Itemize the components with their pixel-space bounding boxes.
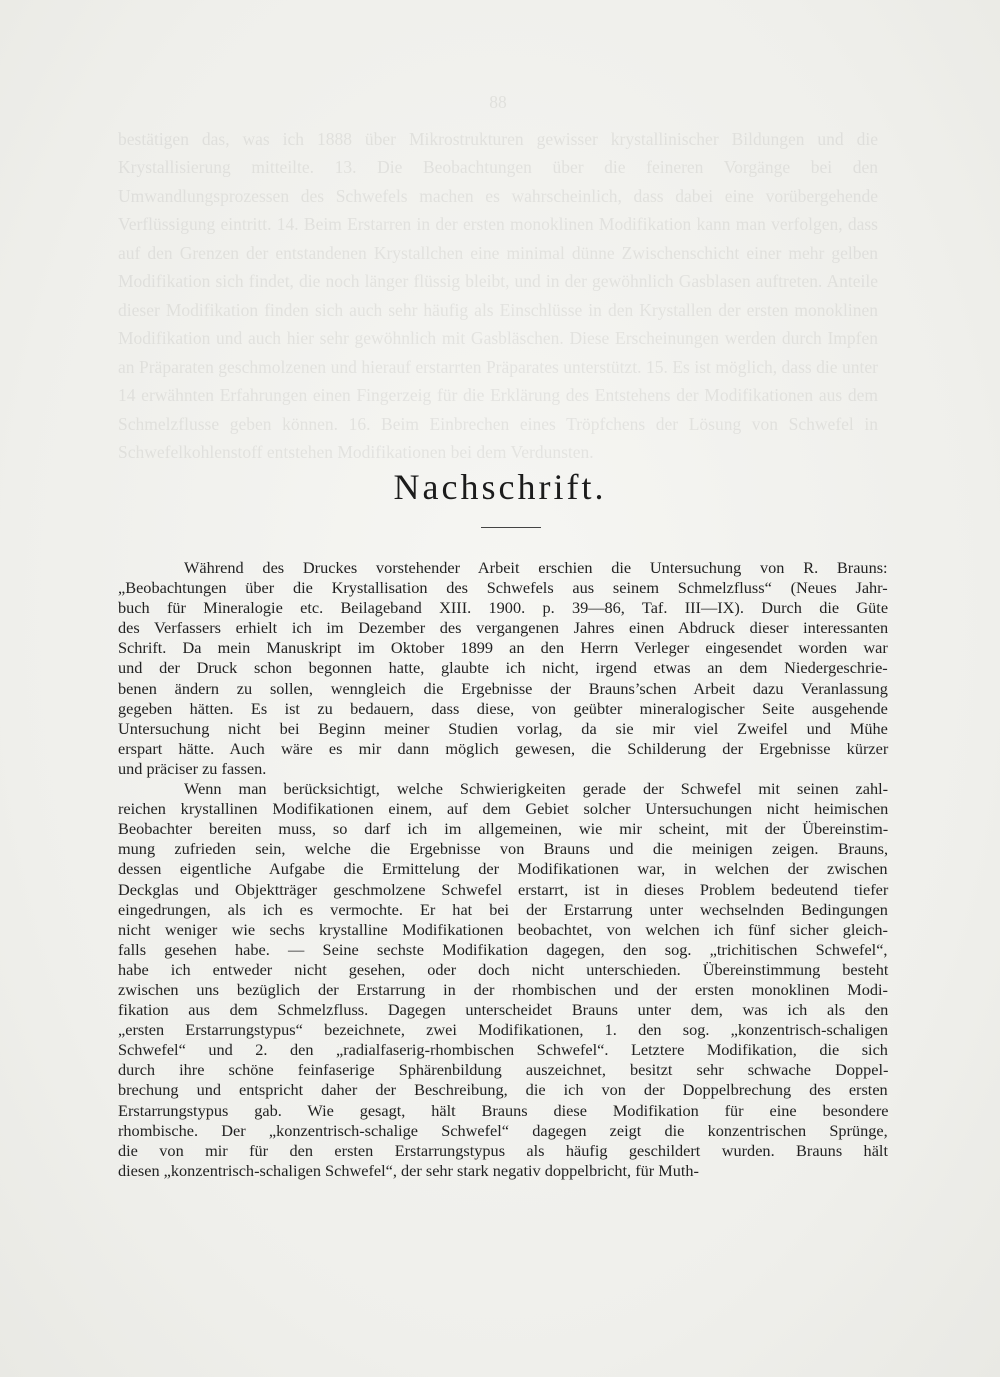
paragraph-line: nicht weniger wie sechs krystalline Modifikationen beobachtet, von welchen ich fünf sicher gleich-: [118, 919, 888, 939]
bleed-through-text: [118, 88, 878, 467]
paragraph-line: benen ändern zu sollen, wenngleich die Ergebnisse der Brauns’schen Arbeit dazu Veranlassung: [118, 678, 888, 698]
paragraph-line: durch ihre schöne feinfaserige Sphärenbildung auszeichnet, besitzt sehr schwache Doppel-: [118, 1060, 889, 1080]
paragraph-line: Schwefel“ und 2. den „radialfaserig-rhombischen Schwefel“. Letztere Modifikation, die sich: [118, 1040, 888, 1060]
ghost-page-number: 88: [489, 92, 507, 112]
body-text: [118, 558, 888, 1181]
paragraph-line: Während des Druckes vorstehender Arbeit erschien die Untersuchung von R. Brauns:: [184, 558, 888, 577]
paragraph-line: Schrift. Da mein Manuskript im Oktober 1899 an den Herrn Verleger eingesendet worden war: [118, 638, 888, 658]
paragraph-line: Untersuchung nicht bei Beginn meiner Studien vorlag, da sie mir viel Zweifel und Mühe: [118, 718, 888, 738]
paragraph-line: gegeben hätten. Es ist zu bedauern, dass diese, von geübter mineralogischer Seite ausgehende: [118, 698, 888, 718]
paragraph-line: und präciser zu fassen.: [118, 758, 267, 778]
paragraph-line: erspart hätte. Auch wäre es mir dann möglich gewesen, die Schilderung der Ergebnisse kürzer: [118, 738, 889, 758]
paragraph-line: mung zufrieden sein, welche die Ergebnisse von Brauns und die meinigen zeigen. Brauns,: [118, 839, 889, 859]
paragraph-line: rhombische. Der „konzentrisch-schalige Schwefel“ dagegen zeigt die konzentrischen Sprünge,: [118, 1120, 888, 1140]
title-divider: [481, 527, 541, 528]
paragraph-line: dessen eigentliche Aufgabe die Ermittelung der Modifikationen war, in welchen der zwischen: [118, 859, 888, 879]
paragraph-line: und der Druck schon begonnen hatte, glaubte ich nicht, irgend etwas an dem Niedergeschrie-: [118, 658, 888, 678]
paragraph-line: diesen „konzentrisch-schaligen Schwefel“, der sehr stark negativ doppelbricht, für Muth-: [118, 1160, 699, 1180]
paragraph-line: „Beobachtungen über die Krystallisation des Schwefels aus seinem Schmelzfluss“ (Neues Jahr-: [118, 578, 888, 598]
paragraph-line: eingedrungen, als ich es vermochte. Er hat bei der Erstarrung unter wechselnden Bedingungen: [118, 899, 888, 919]
paragraph-line: reichen krystallinen Modifikationen einem, auf dem Gebiet solcher Untersuchungen nicht heimischen: [118, 799, 889, 819]
paragraph-line: des Verfassers erhielt ich im Dezember des vergangenen Jahres einen Abdruck dieser interessanten: [118, 618, 889, 638]
paragraph-line: die von mir für den ersten Erstarrungstypus als häufig geschildert wurden. Brauns hält: [118, 1140, 888, 1160]
paragraph-line: Erstarrungstypus gab. Wie gesagt, hält Brauns diese Modifikation für eine besondere: [118, 1100, 889, 1120]
paragraph-line: Wenn man berücksichtigt, welche Schwierigkeiten gerade der Schwefel mit seinen zahl-: [184, 779, 889, 799]
ghost-paragraph: bestätigen das, was ich 1888 über Mikrostrukturen gewisser krystallinischer Bildungen und die Krystallisierung mitteilte. 13. Die Beobachtungen über die feineren Vorgänge bei den Umwandlungsprozessen des Schwefels machen es wahrscheinlich, dass dabei eine vorübergehende Verflüssigung eintritt. 14. Beim Erstarren in der ersten monoklinen Modifikation kann man verfolgen, dass auf den Grenzen der entstandenen Krystallchen eine minimal dünne Zwischenschicht einer mehr gelben Modifikation sich findet, die noch länger flüssig bleibt, und in der gewöhnlich Gasblasen auftreten. Anteile dieser Modifikation finden sich auch sehr häufig als Einschlüsse in den Krystallen der ersten monoklinen Modifikation und auch hier sehr gewöhnlich mit Gasbläschen. Diese Erscheinungen werden durch Impfen an Präparaten geschmolzenen und hierauf erstarrten Präparates unterstützt. 15. Es ist möglich, dass die unter 14 erwähnten Erfahrungen einen Fingerzeig für die Erklärung des Entstehens der Modifikationen aus dem Schmelzflusse geben können. 16. Beim Einbrechen eines Tröpfchens der Lösung von Schwefel in Schwefelkohlenstoff entstehen Modifikationen bei dem Verdunsten.: [118, 128, 878, 462]
paragraph-line: zwischen uns bezüglich der Erstarrung in der rhombischen und der ersten monoklinen Modi-: [118, 979, 888, 999]
paragraph-line: buch für Mineralogie etc. Beilageband XIII. 1900. p. 39—86, Taf. III—IX). Durch die Güte: [118, 598, 889, 618]
paragraph-line: Deckglas und Objektträger geschmolzene Schwefel erstarrt, ist in dieses Problem bedeutend tiefer: [118, 879, 889, 899]
paragraph-line: „ersten Erstarrungstypus“ bezeichnete, zwei Modifikationen, 1. den sog. „konzentrisch-schaligen: [118, 1020, 888, 1040]
page-title: Nachschrift.: [393, 467, 607, 507]
paragraph-line: brechung und entspricht daher der Beschreibung, die ich von der Doppelbrechung des ersten: [118, 1080, 888, 1100]
paragraph-line: Beobachter bereiten muss, so darf ich im allgemeinen, wie mir scheint, mit der Übereinstim-: [118, 819, 889, 839]
paragraph-line: habe ich entweder nicht gesehen, oder doch nicht unterschieden. Übereinstimmung besteht: [118, 959, 889, 979]
paragraph-line: falls gesehen habe. — Seine sechste Modifikation dagegen, den sog. „trichitischen Schwefel“,: [118, 939, 888, 959]
paragraph-line: fikation aus dem Schmelzfluss. Dagegen unterscheidet Brauns unter dem, was ich als den: [118, 1000, 889, 1020]
